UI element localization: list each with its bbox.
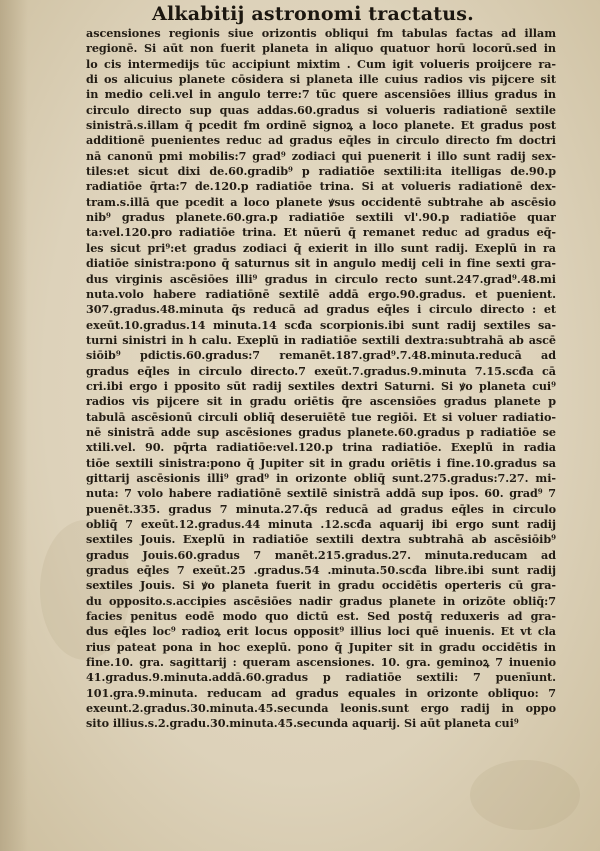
text-line: xtili.vel. 90. pq̄rta radiatiōe:vel.120.p trina radiatiōe. Exeplū in radia [86,440,556,455]
text-line: gittarij ascēsionis illi⁹ grad⁹ in orizonte obliq̄ sunt.275.gradus:7.27. mi- [86,470,556,485]
text-line: di os alicuius planete cōsidera si planeta ille cuius radios vis pijcere sit [86,72,556,87]
text-line: radiatiōe q̄rta:7 de.120.p radiatiōe trina. Si at volueris radiationē dex- [86,179,556,194]
text-line: nuta: 7 volo habere radiatiōnē sextilē sinistrā addā sup ipos. 60. grad⁹ 7 [86,486,556,501]
text-line: 101.gra.9.minuta. reducam ad gradus equales in orizonte obliquo: 7 [86,685,556,700]
text-line: dus eq̄les loc⁹ radioꝝ erit locus opposit⁹ illius loci quē inuenis. Et vt cla [86,624,556,639]
text-line: dus virginis ascēsiōes illi⁹ gradus in circulo recto sunt.247.grad⁹.48.mi [86,271,556,286]
text-line: sextiles Jouis. Si ꝟo planeta fuerit in gradu occidētis operteris cū gra- [86,578,556,593]
page-edge-shadow [0,0,28,851]
text-line: circulo directo sup quas addas.60.gradus si volueris radiationē sextile [86,102,556,117]
text-line: tram.s.illā que pcedit a loco planete ꝟsus occidentē subtrahe ab ascēsio [86,194,556,209]
text-line: sextiles Jouis. Exeplū in radiatiōe sextili dextra subtrahā ab ascēsiōib⁹ [86,532,556,547]
text-line: 41.gradus.9.minuta.addā.60.gradus p radiatiōe sextili: 7 puenīunt. [86,670,556,685]
text-block [86,26,556,732]
text-line: siōib⁹ pdictis.60.gradus:7 remanēt.187.grad⁹.7.48.minuta.reducā ad [86,348,556,363]
text-line: tiles:et sicut dixi de.60.gradib⁹ p radiatiōe sextili:ita itelligas de.90.p [86,164,556,179]
text-line: lo cis intermedijs tūc accipiunt mixtim . Cum igit volueris proijcere ra- [86,56,556,71]
text-line: sinistrā.s.illam q̄ pcedit fm ordinē signoꝝ a loco planete. Et gradus post [86,118,556,133]
text-line: puenēt.335. gradus 7 minuta.27.q̄s reducā ad gradus eq̄les in circulo [86,501,556,516]
text-line: nib⁹ gradus planete.60.gra.p radiatiōe sextili vl'.90.p radiatiōe quar [86,210,556,225]
text-line: tabulā ascēsionū circuli obliq̄ deseruiētē tue regiōi. Et si voluer radiatio- [86,409,556,424]
text-line: additionē puenientes reduc ad gradus eq̄les in circulo directo fm doctri [86,133,556,148]
text-line: tiōe sextili sinistra:pono q̄ Jupiter sit in gradu oriētis i fine.10.gradus sa [86,455,556,470]
text-line: rius pateat pona in hoc exeplū. pono q̄ Jupiter sit in gradu occidētis in [86,639,556,654]
text-line: in medio celi.vel in angulo terre:7 tūc quere ascensiōes illius gradus in [86,87,556,102]
text-line: diatiōe sinistra:pono q̄ saturnus sit in angulo medij celi in fine sexti gra- [86,256,556,271]
text-line: gradus Jouis.60.gradus 7 manēt.215.gradus.27. minuta.reducam ad [86,547,556,562]
text-line: exeūt.10.gradus.14 minuta.14 scđa scorpionis.ibi sunt radij sextiles sa- [86,317,556,332]
text-line: turni sinistri in h calu. Exeplū in radiatiōe sextili dextra:subtrahā ab ascē [86,332,556,347]
running-header: Alkabitij astronomi tractatus. [152,3,474,25]
text-line: facies penitus eodē modo quo dictū est. Sed postq̄ reduxeris ad gra- [86,609,556,624]
text-line: sito illius.s.2.gradu.30.minuta.45.secunda aquarij. Si aūt planeta cui⁹ [86,716,519,731]
text-line: obliq̄ 7 exeūt.12.gradus.44 minuta .12.scđa aquarij ibi ergo sunt radij [86,517,556,531]
text-line: 307.gradus.48.minuta q̄s reducā ad gradus eq̄les i circulo directo : et [86,302,556,317]
text-line: fine.10. gra. sagittarij : queram ascensiones. 10. gra. geminoꝝ 7 inuenio [86,655,556,670]
text-line: ascensiones regionis siue orizontis obliqui fm tabulas factas ad illam [86,26,556,40]
text-line: nē sinistrā adde sup ascēsiones gradus planete.60.gradus p radiatiōe se [86,424,556,439]
text-line: radios vis pijcere sit in gradu oriētis q̄re ascensiōes gradus planete p [86,394,556,409]
text-line: cri.ibi ergo i pposito sūt radij sextiles dextri Saturni. Si ꝟo planeta cui⁹ [86,378,556,393]
text-line: regionē. Si aūt non fuerit planeta in aliquo quatuor horū locorū.sed in [86,41,556,56]
text-line: du opposito.s.accipies ascēsiōes nadir gradus planete in orizōte obliq̄:7 [86,593,556,608]
paper-stain [470,760,580,830]
text-line: les sicut pri⁹:et gradus zodiaci q̄ exierit in illo sunt radij. Exeplū in ra [86,240,556,255]
text-line: exeunt.2.gradus.30.minuta.45.secunda leonis.sunt ergo radij in oppo [86,701,556,716]
text-line: ta:vel.120.pro radiatiōe trina. Et nūerū q̄ remanet reduc ad gradus eq̄- [86,225,556,240]
text-line: gradus eq̄les in circulo directo.7 exeūt.7.gradus.9.minuta 7.15.scđa cā [86,363,556,378]
text-line: nā canonū pmi mobilis:7 grad⁹ zodiaci qui puenerit i illo sunt radij sex- [86,148,556,163]
text-line: gradus eq̄les 7 exeūt.25 .gradus.54 .minuta.50.scđa libre.ibi sunt radij [86,563,556,578]
text-line: nuta.volo habere radiatiōnē sextilē addā ergo.90.gradus. et puenient. [86,286,556,301]
